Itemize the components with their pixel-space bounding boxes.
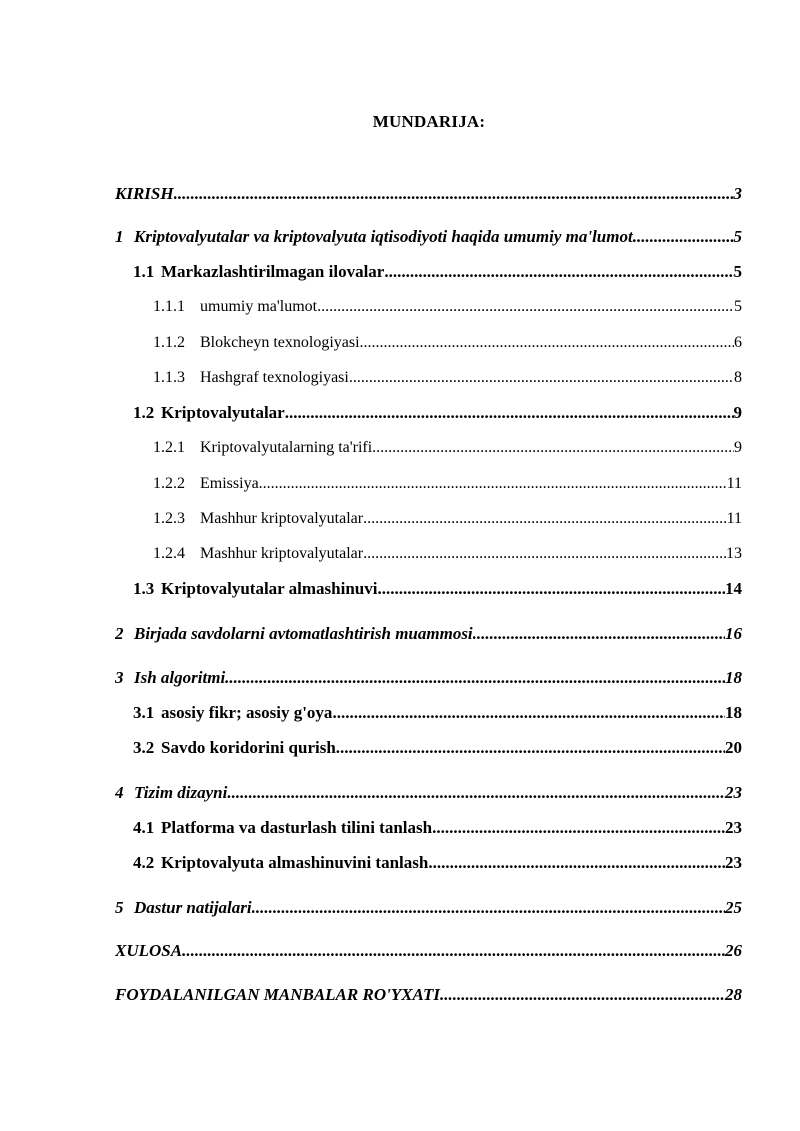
toc-entry-label: Savdo koridorini qurish — [161, 738, 336, 757]
toc-dot-leader — [384, 261, 733, 283]
toc-entry-label: Markazlashtirilmagan ilovalar — [161, 262, 385, 281]
toc-entry-label: Hashgraf texnologiyasi — [200, 369, 349, 386]
toc-entry-number: 3.2 — [133, 738, 155, 757]
toc-entry[interactable] — [153, 543, 742, 565]
toc-entry-label: umumiy ma'lumot — [200, 298, 318, 315]
toc-entry-label: asosiy fikr; asosiy g'oya — [161, 703, 333, 722]
toc-entry-number: 1.2.3 — [153, 510, 185, 527]
toc-dot-leader — [633, 226, 734, 248]
toc-page-number: 5 — [733, 227, 742, 246]
toc-page-number: 18 — [725, 668, 742, 687]
toc-entry[interactable] — [153, 367, 742, 389]
toc-page-number: 23 — [725, 818, 742, 837]
toc-entry-label: Dastur natijalari — [134, 898, 252, 917]
toc-page-number: 11 — [726, 510, 742, 527]
toc-dot-leader — [252, 897, 725, 919]
toc-dot-leader — [349, 367, 734, 389]
toc-entry[interactable] — [115, 623, 742, 645]
toc-entry-number: 1.1.3 — [153, 369, 185, 386]
toc-page-number: 18 — [725, 703, 742, 722]
toc-entry[interactable] — [153, 508, 742, 530]
toc-dot-leader — [182, 940, 725, 962]
toc-dot-leader — [360, 332, 734, 354]
toc-dot-leader — [227, 782, 725, 804]
toc-dot-leader — [317, 296, 734, 318]
toc-entry-number: 3.1 — [133, 703, 155, 722]
toc-entry-label: Blokcheyn texnologiyasi — [200, 334, 360, 351]
toc-entry-label: Platforma va dasturlash tilini tanlash — [161, 818, 433, 837]
toc-entry[interactable] — [133, 817, 742, 839]
toc-entry-number: 1.1 — [133, 262, 155, 281]
toc-page-number: 14 — [725, 579, 742, 598]
toc-page-number: 8 — [734, 369, 742, 386]
toc-entry-label: Mashhur kriptovalyutalar — [200, 510, 364, 527]
toc-entry-label: Emissiya — [200, 475, 259, 492]
toc-entry[interactable] — [153, 437, 742, 459]
toc-entry-label: Ish algoritmi — [134, 668, 226, 687]
toc-dot-leader — [432, 817, 725, 839]
toc-dot-leader — [174, 183, 734, 205]
toc-entry-number: 1.1.2 — [153, 334, 185, 351]
toc-dot-leader — [377, 578, 725, 600]
toc-entry-label: Kriptovalyutalar almashinuvi — [161, 579, 378, 598]
toc-page-number: 16 — [725, 624, 742, 643]
toc-page-number: 6 — [734, 334, 742, 351]
toc-entry-label: Kriptovalyutalar — [161, 403, 285, 422]
toc-page-number: 9 — [734, 439, 742, 456]
toc-entry[interactable] — [115, 183, 742, 205]
toc-page-number: 25 — [725, 898, 742, 917]
toc-entry-label: Birjada savdolarni avtomatlashtirish muammosi — [134, 624, 473, 643]
toc-entry[interactable] — [133, 737, 742, 759]
toc-page-number: 9 — [733, 403, 742, 422]
toc-dot-leader — [440, 984, 725, 1006]
toc-entry-label: Mashhur kriptovalyutalar — [200, 545, 364, 562]
toc-entry[interactable] — [133, 402, 742, 424]
toc-entry-number: 1.2.4 — [153, 545, 185, 562]
toc-entry-number: 4.1 — [133, 818, 155, 837]
toc-entry[interactable] — [153, 296, 742, 318]
toc-entry-number: 4 — [115, 783, 124, 802]
toc-entry-label: FOYDALANILGAN MANBALAR RO'YXATI — [115, 985, 440, 1004]
toc-page-number: 23 — [725, 853, 742, 872]
toc-entry-label: Kriptovalyutalar va kriptovalyuta iqtisodiyoti haqida umumiy ma'lumot — [134, 227, 633, 246]
toc-entry-number: 2 — [115, 624, 124, 643]
toc-entry-label: Kriptovalyutalarning ta'rifi — [200, 439, 373, 456]
toc-page-number: 5 — [734, 298, 742, 315]
toc-entry[interactable] — [153, 473, 742, 495]
toc-dot-leader — [363, 543, 726, 565]
toc-dot-leader — [225, 667, 725, 689]
toc-dot-leader — [428, 852, 725, 874]
toc-page-number: 20 — [725, 738, 742, 757]
toc-page-number: 26 — [725, 941, 742, 960]
toc-entry-number: 1.2 — [133, 403, 155, 422]
toc-page-number: 23 — [725, 783, 742, 802]
toc-entry-label: XULOSA — [115, 941, 183, 960]
toc-entry[interactable] — [115, 782, 742, 804]
toc-dot-leader — [332, 702, 725, 724]
toc-entry-number: 1.1.1 — [153, 298, 185, 315]
toc-page-number: 28 — [725, 985, 742, 1004]
toc-entry[interactable] — [133, 578, 742, 600]
toc-entry-number: 4.2 — [133, 853, 155, 872]
toc-entry-number: 1.2.2 — [153, 475, 185, 492]
toc-page-number: 11 — [726, 475, 742, 492]
toc-entry-number: 3 — [115, 668, 124, 687]
toc-dot-leader — [285, 402, 734, 424]
toc-page-number: 5 — [733, 262, 742, 281]
toc-dot-leader — [259, 473, 727, 495]
toc-entry[interactable] — [133, 852, 742, 874]
toc-entry[interactable] — [115, 897, 742, 919]
toc-entry[interactable] — [133, 702, 742, 724]
toc-entry-number: 1.2.1 — [153, 439, 185, 456]
toc-entry[interactable] — [115, 667, 742, 689]
toc-entry[interactable] — [115, 940, 742, 962]
toc-entry[interactable] — [153, 332, 742, 354]
toc-entry[interactable] — [115, 984, 742, 1006]
toc-entry-label: Tizim dizayni — [134, 783, 228, 802]
toc-dot-leader — [336, 737, 725, 759]
toc-entry-number: 5 — [115, 898, 124, 917]
toc-entry-number: 1 — [115, 227, 124, 246]
toc-page-number: 3 — [733, 184, 742, 203]
toc-page-number: 13 — [726, 545, 742, 562]
toc-entry-label: KIRISH — [115, 184, 174, 203]
toc-dot-leader — [363, 508, 727, 530]
toc-entry[interactable] — [115, 226, 742, 248]
toc-entry-label: Kriptovalyuta almashinuvini tanlash — [161, 853, 429, 872]
toc-dot-leader — [473, 623, 725, 645]
toc-entry[interactable] — [133, 261, 742, 283]
toc-title: MUNDARIJA: — [372, 112, 486, 131]
toc-entry-number: 1.3 — [133, 579, 155, 598]
toc-dot-leader — [372, 437, 734, 459]
